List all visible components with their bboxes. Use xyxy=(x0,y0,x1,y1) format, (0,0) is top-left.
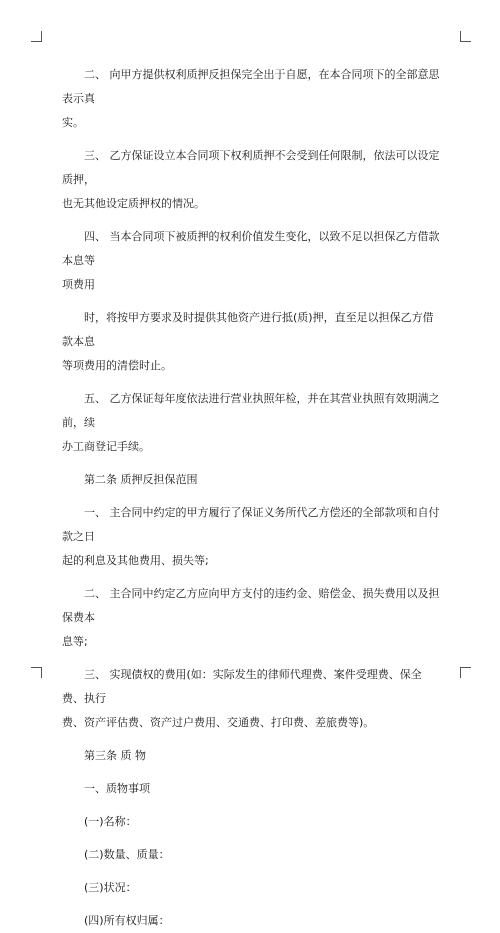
paragraph xyxy=(62,306,440,378)
paragraph-line: 五、 乙方保证每年度依法进行营业执照年检，并在其营业执照有效期满之前，续 xyxy=(62,392,440,429)
paragraph-line: 二、 主合同中约定乙方应向甲方支付的违约金、赔偿金、损失费用以及担保费本 xyxy=(62,587,440,624)
paragraph-line: (二)数量、质量： xyxy=(84,848,170,861)
paragraph xyxy=(62,63,440,135)
paragraph xyxy=(62,663,440,735)
paragraph-line: 等项费用的清偿时止。 xyxy=(62,359,172,372)
paragraph xyxy=(62,225,440,297)
crop-mark-bottom-left xyxy=(31,667,42,678)
document-body xyxy=(62,63,440,933)
paragraph-line: 时，将按甲方要求及时提供其他资产进行抵(质)押，直至足以担保乙方借款本息 xyxy=(62,311,434,348)
paragraph xyxy=(62,843,440,867)
paragraph xyxy=(62,876,440,900)
paragraph-line: 四、 当本合同项下被质押的权利价值发生变化，以致不足以担保乙方借款本息等 xyxy=(62,230,440,267)
paragraph-line: 办工商登记手续。 xyxy=(62,440,150,453)
paragraph xyxy=(62,810,440,834)
paragraph xyxy=(62,468,440,492)
paragraph-line: 二、 向甲方提供权利质押反担保完全出于自愿，在本合同项下的全部意思表示真 xyxy=(62,68,440,105)
paragraph-line: 费、资产评估费、资产过户费用、交通费、打印费、差旅费等)。 xyxy=(62,716,375,729)
paragraph-line: 三、 实现债权的费用(如：实际发生的律师代理费、案件受理费、保全费、执行 xyxy=(62,668,422,705)
paragraph-line: 第三条 质 物 xyxy=(84,749,146,762)
paragraph-line: 息等; xyxy=(62,635,88,648)
paragraph xyxy=(62,909,440,933)
paragraph-line: (三)状况： xyxy=(84,881,137,894)
crop-mark-bottom-right xyxy=(460,667,471,678)
paragraph xyxy=(62,144,440,216)
paragraph xyxy=(62,777,440,801)
paragraph-line: 一、质物事项 xyxy=(84,782,150,795)
paragraph xyxy=(62,582,440,654)
crop-mark-top-right xyxy=(460,31,471,42)
paragraph-line: 第二条 质押反担保范围 xyxy=(84,473,198,486)
paragraph-line: 实。 xyxy=(62,116,84,129)
paragraph-line: (四)所有权归属： xyxy=(84,914,170,927)
paragraph xyxy=(62,501,440,573)
paragraph-line: 起的利息及其他费用、损失等; xyxy=(62,554,209,567)
paragraph-line: 项费用 xyxy=(62,278,95,291)
paragraph xyxy=(62,744,440,768)
paragraph-line: 也无其他设定质押权的情况。 xyxy=(62,197,205,210)
paragraph xyxy=(62,387,440,459)
paragraph-line: (一)名称： xyxy=(84,815,137,828)
crop-mark-top-left xyxy=(31,31,42,42)
paragraph-line: 三、 乙方保证设立本合同项下权利质押不会受到任何限制，依法可以设定质押， xyxy=(62,149,440,186)
paragraph-line: 一、 主合同中约定的甲方履行了保证义务所代乙方偿还的全部款项和自付款之日 xyxy=(62,506,440,543)
